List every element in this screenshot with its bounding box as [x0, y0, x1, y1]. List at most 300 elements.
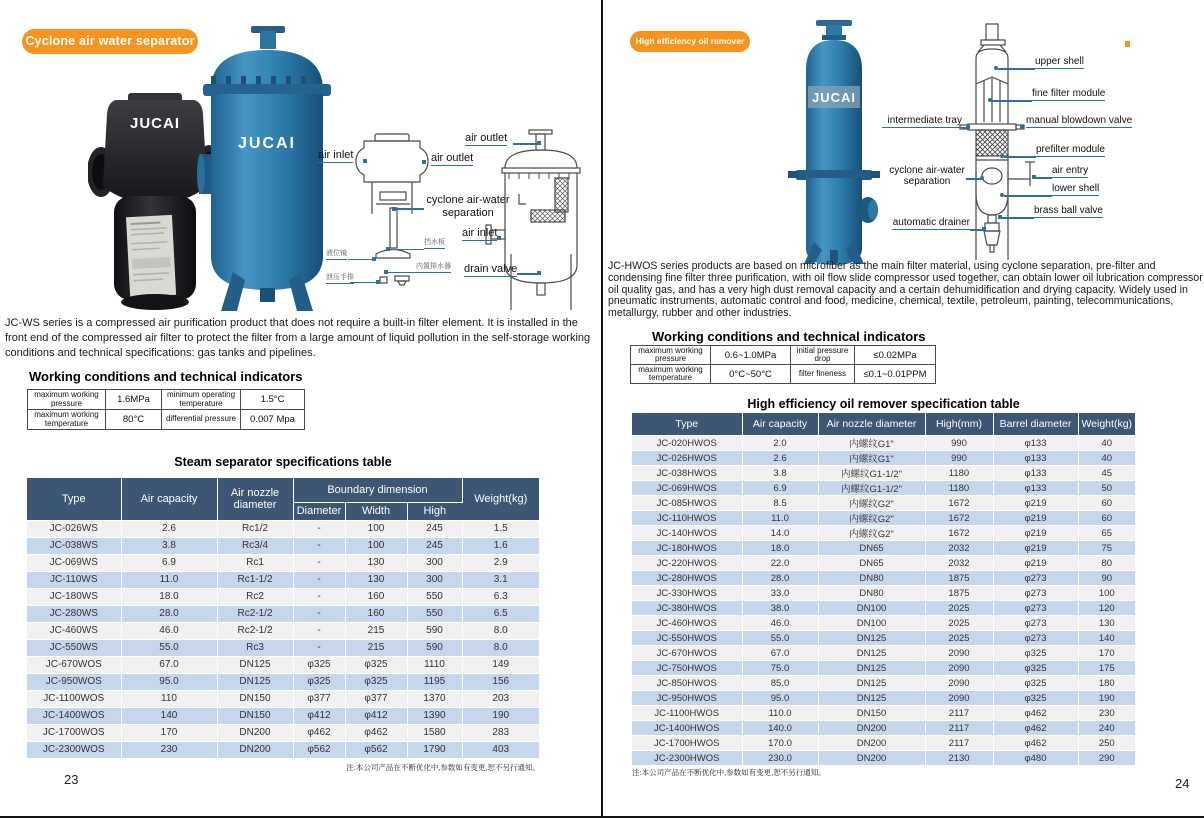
table-cell: JC-1400WOS — [27, 707, 121, 724]
table-row — [631, 346, 936, 365]
table-cell: 18.0 — [121, 588, 217, 605]
table-cell: φ412 — [345, 707, 407, 724]
col-header-air-capacity: Air capacity — [121, 478, 217, 520]
table-row — [27, 537, 539, 554]
table-cell: JC-280HWOS — [632, 571, 742, 586]
table-cell: 140.0 — [742, 721, 818, 736]
table-cell: 75.0 — [742, 661, 818, 676]
table-cell: 28.0 — [742, 571, 818, 586]
table-cell: DN125 — [818, 631, 925, 646]
table-row — [632, 511, 1135, 526]
working-conditions-table — [630, 345, 936, 384]
table-cell: 46.0 — [121, 622, 217, 639]
col-header-air-capacity: Air capacity — [742, 413, 818, 436]
leader-dot — [994, 66, 998, 70]
working-conditions-heading: Working conditions and technical indicators — [652, 329, 926, 344]
table-cell: 67.0 — [121, 656, 217, 673]
table-cell: 550 — [407, 588, 462, 605]
leader-dot — [363, 159, 367, 163]
table-cell: 230.0 — [742, 751, 818, 766]
table-cell: 80°C — [106, 410, 162, 430]
table-cell: 100 — [345, 520, 407, 537]
spec-table-header — [27, 478, 539, 520]
table-cell: JC-038HWOS — [632, 466, 742, 481]
diagram-oil-remover — [880, 22, 1136, 264]
table-cell: 46.0 — [742, 616, 818, 631]
table-cell: Rc3/4 — [217, 537, 293, 554]
table-cell: Rc2-1/2 — [217, 605, 293, 622]
leader-line — [348, 259, 374, 260]
table-cell: JC-950HWOS — [632, 691, 742, 706]
table-cell: 180 — [1078, 676, 1135, 691]
table-cell: 175 — [1078, 661, 1135, 676]
table-cell: 11.0 — [742, 511, 818, 526]
table-cell: JC-950WOS — [27, 673, 121, 690]
table-cell: 1.6MPa — [106, 390, 162, 410]
table-row — [632, 436, 1135, 451]
table-cell: 160 — [345, 588, 407, 605]
col-header-type: Type — [27, 478, 121, 520]
table-row — [27, 707, 539, 724]
label-air-inlet: air inlet — [318, 149, 354, 161]
table-row — [632, 646, 1135, 661]
col-header-type: Type — [632, 413, 742, 436]
table-cell: φ325 — [345, 673, 407, 690]
table-cell: DN200 — [818, 721, 925, 736]
table-cell: 140 — [121, 707, 217, 724]
table-cell: JC-380HWOS — [632, 601, 742, 616]
table-cell: 190 — [1078, 691, 1135, 706]
table-cell: 1672 — [925, 511, 993, 526]
table-cell: 2.6 — [121, 520, 217, 537]
col-header-high: High(mm) — [925, 413, 993, 436]
table-cell: φ462 — [993, 721, 1078, 736]
spec-table-header — [632, 413, 1135, 436]
leader-line — [1004, 195, 1052, 197]
table-cell: Rc2-1/2 — [217, 622, 293, 639]
table-row — [27, 571, 539, 588]
leader-line — [390, 249, 424, 250]
table-row — [632, 631, 1135, 646]
leader-dot — [537, 141, 541, 145]
table-row — [632, 601, 1135, 616]
table-cell: φ219 — [993, 496, 1078, 511]
badge-label: Cyclone air water separator — [25, 34, 195, 48]
table-cell: φ273 — [993, 571, 1078, 586]
label-brass-ball-valve: brass ball valve — [1034, 205, 1103, 216]
table-cell: 内螺纹G1" — [818, 436, 925, 451]
table-cell: DN125 — [217, 673, 293, 690]
table-cell: φ219 — [993, 541, 1078, 556]
table-cell: φ325 — [993, 691, 1078, 706]
table-cell: JC-1100HWOS — [632, 706, 742, 721]
table-cell: DN125 — [217, 656, 293, 673]
leader-dot — [537, 271, 541, 275]
table-cell: DN125 — [818, 676, 925, 691]
table-cell: 90 — [1078, 571, 1135, 586]
oil-remover-spec-table — [632, 413, 1135, 766]
table-cell: 215 — [345, 622, 407, 639]
table-cell: JC-140HWOS — [632, 526, 742, 541]
spec-table-title: High efficiency oil remover specification table — [747, 397, 1020, 411]
table-cell: 内螺纹G2" — [818, 526, 925, 541]
table-row — [27, 520, 539, 537]
table-cell: 170.0 — [742, 736, 818, 751]
table-cell: φ325 — [993, 646, 1078, 661]
label-air-inlet: air inlet — [462, 227, 498, 239]
table-cell: JC-069WS — [27, 554, 121, 571]
table-cell: 990 — [925, 451, 993, 466]
table-cell: φ133 — [993, 481, 1078, 496]
table-cell: maximum working pressure — [28, 390, 106, 410]
table-cell: Rc1/2 — [217, 520, 293, 537]
leader-line — [1002, 217, 1034, 219]
table-cell: 11.0 — [121, 571, 217, 588]
table-cell: 120 — [1078, 601, 1135, 616]
brand-logo-text: JUCAI — [237, 135, 297, 152]
table-cell: 283 — [462, 724, 539, 741]
table-cell: 590 — [407, 639, 462, 656]
table-cell: φ273 — [993, 601, 1078, 616]
table-row — [632, 706, 1135, 721]
table-row — [631, 365, 936, 384]
table-cell: 6.5 — [462, 605, 539, 622]
table-cell: 2117 — [925, 706, 993, 721]
table-cell: JC-026HWOS — [632, 451, 742, 466]
table-row — [632, 571, 1135, 586]
table-cell: JC-850HWOS — [632, 676, 742, 691]
table-cell: 130 — [1078, 616, 1135, 631]
table-cell: 75 — [1078, 541, 1135, 556]
table-cell: DN100 — [818, 616, 925, 631]
table-cell: 2025 — [925, 631, 993, 646]
disclaimer-note: 注:本公司产品在不断优化中,参数如有变更,恕不另行通知。 — [632, 768, 826, 777]
leader-line — [388, 272, 416, 273]
table-cell: - — [293, 520, 345, 537]
leader-dot — [497, 236, 501, 240]
table-cell: minimum operating temperature — [162, 390, 241, 410]
table-row — [632, 751, 1135, 766]
table-cell: - — [293, 571, 345, 588]
table-row — [632, 691, 1135, 706]
product-photo-blue-tank — [197, 26, 337, 313]
table-cell: 230 — [1078, 706, 1135, 721]
table-cell: JC-2300HWOS — [632, 751, 742, 766]
table-cell: φ325 — [293, 656, 345, 673]
table-cell: φ219 — [993, 526, 1078, 541]
table-cell: Rc3 — [217, 639, 293, 656]
table-cell: JC-110HWOS — [632, 511, 742, 526]
table-cell: φ133 — [993, 451, 1078, 466]
table-cell: JC-026WS — [27, 520, 121, 537]
table-cell: 60 — [1078, 511, 1135, 526]
table-cell: φ462 — [345, 724, 407, 741]
working-conditions-table — [27, 389, 305, 430]
table-cell: JC-330HWOS — [632, 586, 742, 601]
label-water-baffle: 挡水板 — [424, 239, 445, 249]
table-cell: 8.0 — [462, 622, 539, 639]
table-cell: JC-110WS — [27, 571, 121, 588]
badge-label: High efficiency oil remover — [635, 36, 745, 46]
table-cell: 33.0 — [742, 586, 818, 601]
table-row — [632, 481, 1135, 496]
table-cell: initial pressure drop — [791, 346, 855, 365]
leader-dot — [372, 257, 376, 261]
table-cell: 2090 — [925, 691, 993, 706]
table-cell: 2032 — [925, 556, 993, 571]
table-row — [632, 676, 1135, 691]
table-cell: 300 — [407, 554, 462, 571]
table-cell: 250 — [1078, 736, 1135, 751]
table-row — [632, 616, 1135, 631]
table-cell: 3.8 — [742, 466, 818, 481]
working-conditions-heading: Working conditions and technical indicators — [29, 369, 303, 384]
table-cell: 2.0 — [742, 436, 818, 451]
table-cell: 40 — [1078, 436, 1135, 451]
leader-line — [513, 143, 537, 145]
leader-dot — [384, 270, 388, 274]
table-cell: JC-1700HWOS — [632, 736, 742, 751]
leader-dot — [422, 160, 426, 164]
table-cell: DN125 — [818, 661, 925, 676]
table-cell: DN200 — [818, 751, 925, 766]
steam-separator-spec-table — [27, 478, 539, 759]
table-cell: 6.9 — [742, 481, 818, 496]
table-cell: DN150 — [217, 690, 293, 707]
table-cell: JC-1100WOS — [27, 690, 121, 707]
table-cell: - — [293, 554, 345, 571]
table-cell: φ219 — [993, 556, 1078, 571]
table-cell: JC-670WOS — [27, 656, 121, 673]
table-cell: 2.9 — [462, 554, 539, 571]
leader-dot — [982, 227, 986, 231]
col-header-high: High — [407, 502, 462, 520]
label-manual-blowdown-valve: manual blowdown valve — [1026, 115, 1133, 126]
table-cell: JC-460WS — [27, 622, 121, 639]
brand-logo-text: JUCAI — [129, 115, 181, 132]
table-cell: 45 — [1078, 466, 1135, 481]
table-cell: 1195 — [407, 673, 462, 690]
table-cell: 170 — [121, 724, 217, 741]
leader-dot — [966, 125, 970, 129]
table-cell: 110.0 — [742, 706, 818, 721]
page-number-left: 23 — [64, 772, 79, 787]
page-divider-line — [601, 0, 603, 818]
leader-dot — [1032, 175, 1036, 179]
table-cell: JC-220HWOS — [632, 556, 742, 571]
table-cell: DN150 — [818, 706, 925, 721]
table-cell: JC-1400HWOS — [632, 721, 742, 736]
leader-dot — [1000, 193, 1004, 197]
table-cell: JC-020HWOS — [632, 436, 742, 451]
table-cell: JC-180WS — [27, 588, 121, 605]
table-row — [27, 690, 539, 707]
table-cell: 1390 — [407, 707, 462, 724]
section-badge-cyclone-separator — [22, 29, 198, 54]
leader-dot — [1000, 154, 1004, 158]
table-cell: - — [293, 588, 345, 605]
label-cyclone-air-water-separation: cyclone air-water separation — [426, 194, 510, 219]
table-cell: DN125 — [818, 646, 925, 661]
table-row — [632, 721, 1135, 736]
table-cell: 990 — [925, 436, 993, 451]
table-cell: 内螺纹G1" — [818, 451, 925, 466]
table-row — [28, 390, 305, 410]
leader-dot — [988, 98, 992, 102]
table-cell: 1180 — [925, 466, 993, 481]
table-cell: 67.0 — [742, 646, 818, 661]
table-cell: Rc1 — [217, 554, 293, 571]
table-cell: DN200 — [217, 724, 293, 741]
table-cell: 0°C~50°C — [711, 365, 791, 384]
label-drain-valve: drain valve — [464, 263, 518, 275]
table-cell: φ273 — [993, 586, 1078, 601]
table-cell: φ219 — [993, 511, 1078, 526]
leader-dot — [980, 176, 984, 180]
series-description: JC-WS series is a compressed air purification product that does not require a built-in filter element. It is installed in the front end of the compressed air filter to protect the filter from a large amount of liquid pollution in the self-storage working conditions and technical specifications: gas tanks and pipelines. — [5, 317, 591, 359]
table-cell: JC-280WS — [27, 605, 121, 622]
table-cell: 50 — [1078, 481, 1135, 496]
table-cell: 内螺纹G2" — [818, 496, 925, 511]
table-row — [27, 605, 539, 622]
section-badge-oil-remover — [630, 31, 750, 52]
table-cell: 60 — [1078, 496, 1135, 511]
table-row — [27, 656, 539, 673]
table-row — [28, 410, 305, 430]
table-cell: 170 — [1078, 646, 1135, 661]
table-cell: 95.0 — [742, 691, 818, 706]
table-cell: DN80 — [818, 571, 925, 586]
table-row — [27, 554, 539, 571]
series-description: JC-HWOS series products are based on microfiber as the main filter material, using cyclone separation, pre-filter and condensing fine filter three purification, with oil flow slide compressor used together, can obtain lower oil lubrication compressor oil quality gas, and has a very high dust removal capacity and a certain dehumidification and drying capacity. Widely used in pneumatic instruments, automatic control and food, medicine, chemical, textile, petroleum, painting, telecommunications, metallurgy, rubber and other industries. — [608, 260, 1203, 320]
table-row — [27, 673, 539, 690]
table-cell: 230 — [121, 741, 217, 758]
table-cell: JC-180HWOS — [632, 541, 742, 556]
table-row — [632, 541, 1135, 556]
label-built-in-drainer: 内置排水器 — [416, 263, 451, 273]
table-cell: 内螺纹G1-1/2" — [818, 481, 925, 496]
table-cell: JC-550WS — [27, 639, 121, 656]
table-cell: 140 — [1078, 631, 1135, 646]
table-cell: 2025 — [925, 616, 993, 631]
table-cell: JC-1700WOS — [27, 724, 121, 741]
table-cell: JC-550HWOS — [632, 631, 742, 646]
table-cell: DN125 — [818, 691, 925, 706]
table-cell: - — [293, 537, 345, 554]
table-cell: 110 — [121, 690, 217, 707]
table-cell: φ480 — [993, 751, 1078, 766]
table-cell: 8.0 — [462, 639, 539, 656]
table-cell: 160 — [345, 605, 407, 622]
col-header-weight: Weight(kg) — [462, 478, 539, 520]
table-cell: 2090 — [925, 646, 993, 661]
table-cell: 80 — [1078, 556, 1135, 571]
table-cell: φ133 — [993, 436, 1078, 451]
table-cell: 2090 — [925, 661, 993, 676]
table-cell: 149 — [462, 656, 539, 673]
table-cell: 95.0 — [121, 673, 217, 690]
table-cell: 40 — [1078, 451, 1135, 466]
table-cell: 100 — [345, 537, 407, 554]
table-cell: Rc2 — [217, 588, 293, 605]
table-cell: 85.0 — [742, 676, 818, 691]
table-cell: 2117 — [925, 721, 993, 736]
table-cell: 1672 — [925, 526, 993, 541]
table-cell: 130 — [345, 554, 407, 571]
table-cell: 内螺纹G1-1/2" — [818, 466, 925, 481]
label-level-gauge: 液位镜 — [326, 250, 347, 260]
table-cell: JC-069HWOS — [632, 481, 742, 496]
label-air-entry: air entry — [1052, 165, 1089, 176]
label-fine-filter-module: fine filter module — [1032, 88, 1106, 99]
table-cell: 203 — [462, 690, 539, 707]
leader-line — [396, 208, 424, 210]
table-cell: - — [293, 639, 345, 656]
table-cell: 内螺纹G2" — [818, 511, 925, 526]
table-cell: 100 — [1078, 586, 1135, 601]
col-header-barrel-diameter: Barrel diameter — [993, 413, 1078, 436]
table-cell: 0.6~1.0MPa — [711, 346, 791, 365]
table-cell: JC-670HWOS — [632, 646, 742, 661]
table-cell: 590 — [407, 622, 462, 639]
table-cell: 1.5 — [462, 520, 539, 537]
table-cell: 2025 — [925, 601, 993, 616]
table-cell: φ273 — [993, 631, 1078, 646]
table-cell: maximum working temperature — [631, 365, 711, 384]
diagram-artwork — [455, 126, 605, 316]
label-cyclone-air-water-separation: cyclone air-water separation — [889, 165, 965, 187]
table-cell: 65 — [1078, 526, 1135, 541]
table-cell: - — [293, 605, 345, 622]
table-cell: DN200 — [217, 741, 293, 758]
table-cell: JC-460HWOS — [632, 616, 742, 631]
table-cell: 18.0 — [742, 541, 818, 556]
leader-dot — [998, 215, 1002, 219]
leader-dot — [386, 247, 390, 251]
col-header-air-nozzle: Air nozzle diameter — [818, 413, 925, 436]
leader-line — [350, 282, 376, 283]
table-row — [632, 661, 1135, 676]
table-row — [632, 496, 1135, 511]
table-cell: ≤0.02MPa — [855, 346, 936, 365]
table-cell: maximum working pressure — [631, 346, 711, 365]
table-cell: 290 — [1078, 751, 1135, 766]
label-prefilter-module: prefilter module — [1036, 144, 1105, 155]
table-cell: φ462 — [993, 706, 1078, 721]
leader-line — [1036, 177, 1052, 179]
table-row — [632, 556, 1135, 571]
table-cell: 1875 — [925, 586, 993, 601]
table-cell: 300 — [407, 571, 462, 588]
table-cell: 2130 — [925, 751, 993, 766]
table-cell: JC-038WS — [27, 537, 121, 554]
table-cell: JC-2300WOS — [27, 741, 121, 758]
table-cell: φ325 — [993, 661, 1078, 676]
table-cell: 1.5°C — [241, 390, 305, 410]
leader-dot — [1020, 125, 1024, 129]
col-header-width: Width — [345, 502, 407, 520]
table-row — [27, 639, 539, 656]
table-cell: 403 — [462, 741, 539, 758]
table-cell: 3.1 — [462, 571, 539, 588]
table-cell: 1672 — [925, 496, 993, 511]
table-cell: 2032 — [925, 541, 993, 556]
col-header-diameter: Diameter — [293, 502, 345, 520]
table-cell: 55.0 — [742, 631, 818, 646]
table-cell: Rc1-1/2 — [217, 571, 293, 588]
table-cell: - — [293, 622, 345, 639]
leader-line — [998, 68, 1035, 70]
